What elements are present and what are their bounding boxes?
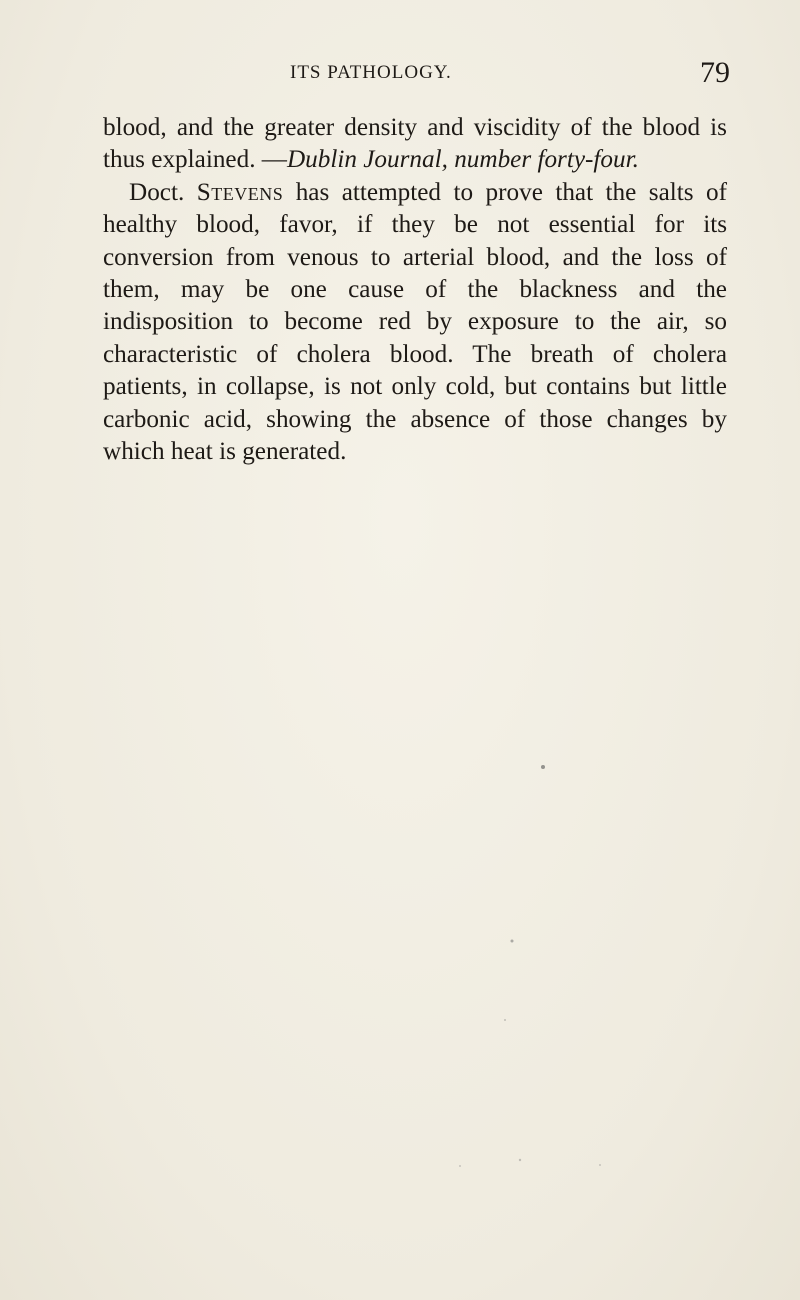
- em-dash: —: [261, 146, 287, 174]
- paragraph-1: [103, 112, 727, 177]
- running-head: [100, 56, 730, 100]
- paragraph-1-text: blood, and the greater density and viscidity of the blood is thus explained.: [103, 114, 727, 174]
- running-title: ITS PATHOLOGY.: [290, 62, 452, 83]
- paragraph-2-text: has attempted to prove that the salts of healthy blood, favor, if they be not essential for its conversion from venous to arterial blood, and the loss of them, may be one cause of the blackness and the indisposition to become red by exposure to the air, so characteristic of cholera blood. The breath of cholera patients, in collapse, is not only cold, but contains but little carbonic acid, showing the absence of those changes by which heat is generated.: [103, 178, 727, 466]
- paragraph-2-lead: Doct.: [129, 178, 185, 206]
- citation-source: Dublin Journal, number forty-four.: [286, 146, 639, 174]
- author-name: Stevens: [196, 178, 284, 206]
- body-text: [103, 112, 727, 468]
- page-number: 79: [700, 56, 730, 89]
- paragraph-2: [103, 177, 727, 469]
